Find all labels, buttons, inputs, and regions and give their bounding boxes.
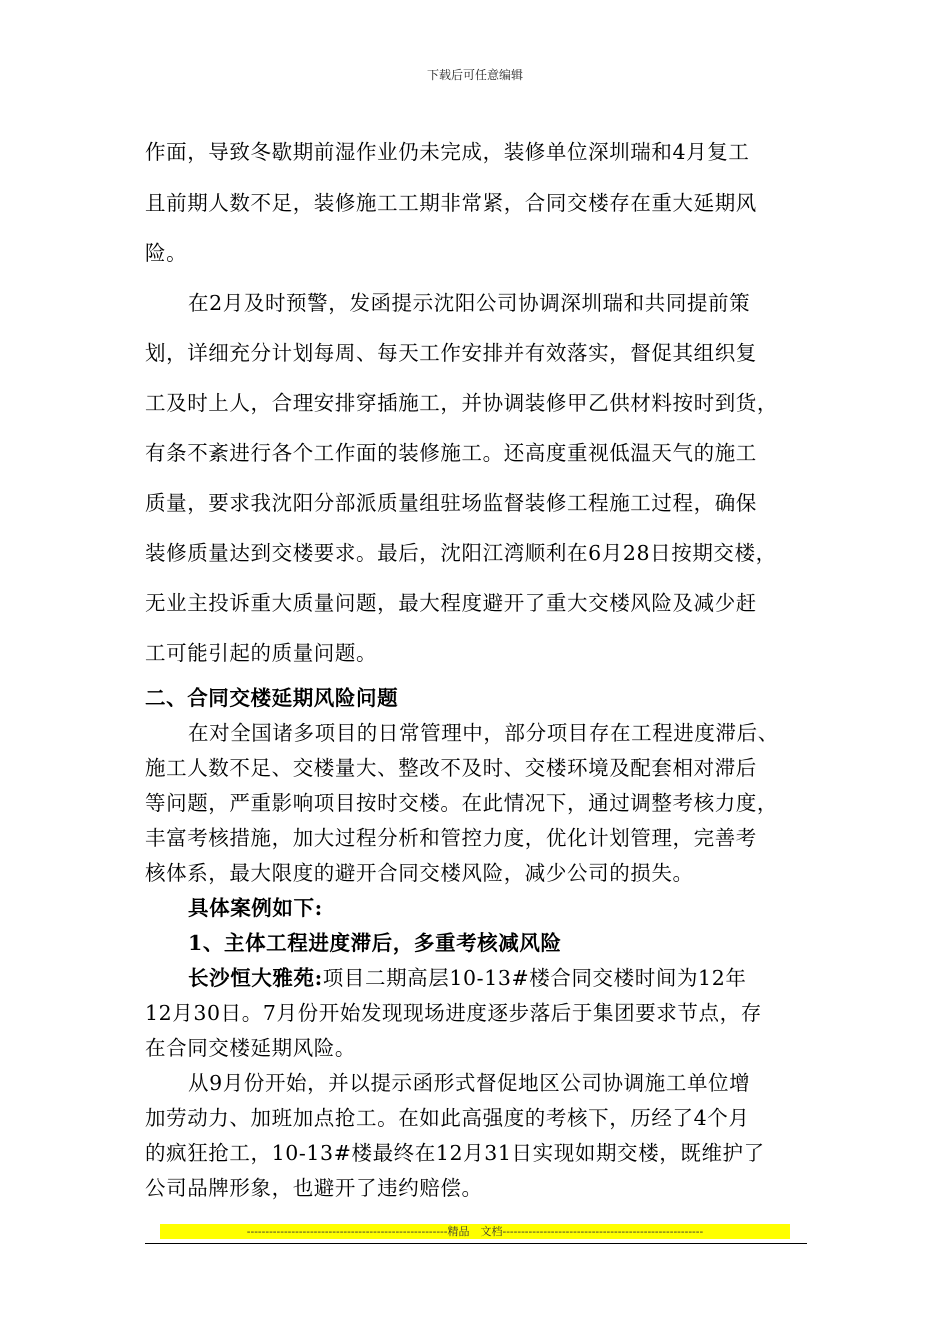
section-line: 核体系，最大限度的避开合同交楼风险，减少公司的损失。 (145, 861, 694, 885)
case1-para2-line: 从9月份开始，并以提示函形式督促地区公司协调施工单位增 (188, 1071, 751, 1095)
body-line: 有条不紊进行各个工作面的装修施工。还高度重视低温天气的施工 (145, 441, 757, 465)
body-line: 在2月及时预警，发函提示沈阳公司协调深圳瑞和共同提前策 (188, 291, 751, 315)
case1-para2-line: 加劳动力、加班加点抢工。在如此高强度的考核下，历经了4个月 (145, 1106, 750, 1130)
case1-para2-line: 公司品牌形象，也避开了违约赔偿。 (145, 1176, 483, 1200)
case1-label: 长沙恒大雅苑: (188, 966, 323, 990)
section-heading: 二、合同交楼延期风险问题 (145, 686, 399, 710)
case1-first-line (188, 961, 746, 991)
footer-highlight-bar (160, 1224, 790, 1239)
case1-line: 12月30日。7月份开始发现现场进度逐步落后于集团要求节点，存 (145, 1001, 762, 1025)
body-line: 工可能引起的质量问题。 (145, 641, 378, 665)
section-line: 等问题，严重影响项目按时交楼。在此情况下，通过调整考核力度， (145, 791, 778, 815)
body-line: 险。 (145, 241, 188, 265)
footer-text: ------------------------------------------------------精品 文档------------------------------------------------------ (246, 1225, 704, 1238)
body-line: 作面，导致冬歇期前湿作业仍未完成，装修单位深圳瑞和4月复工 (145, 140, 750, 164)
case1-para2-line: 的疯狂抢工，10-13#楼最终在12月31日实现如期交楼，既维护了 (145, 1141, 765, 1165)
body-line: 工及时上人，合理安排穿插施工，并协调装修甲乙供材料按时到货， (145, 391, 778, 415)
section-line: 在对全国诸多项目的日常管理中，部分项目存在工程进度滞后、 (188, 721, 779, 745)
body-line: 且前期人数不足，装修施工工期非常紧，合同交楼存在重大延期风 (145, 191, 757, 215)
case1-line: 在合同交楼延期风险。 (145, 1036, 356, 1060)
body-line: 划，详细充分计划每周、每天工作安排并有效落实，督促其组织复 (145, 341, 757, 365)
footer-rule (145, 1243, 807, 1244)
body-line: 质量，要求我沈阳分部派质量组驻场监督装修工程施工过程，确保 (145, 491, 757, 515)
body-line: 无业主投诉重大质量问题，最大程度避开了重大交楼风险及减少赶 (145, 591, 757, 615)
case1-first-rest: 项目二期高层10-13#楼合同交楼时间为12年 (322, 966, 747, 990)
case1-heading: 1、主体工程进度滞后，多重考核减风险 (188, 931, 562, 955)
page-header: 下载后可任意编辑 (426, 68, 523, 82)
cases-heading: 具体案例如下: (188, 896, 323, 920)
body-line: 装修质量达到交楼要求。最后，沈阳江湾顺利在6月28日按期交楼， (145, 541, 777, 565)
section-line: 丰富考核措施，加大过程分析和管控力度，优化计划管理，完善考 (145, 826, 757, 850)
section-line: 施工人数不足、交楼量大、整改不及时、交楼环境及配套相对滞后 (145, 756, 757, 780)
